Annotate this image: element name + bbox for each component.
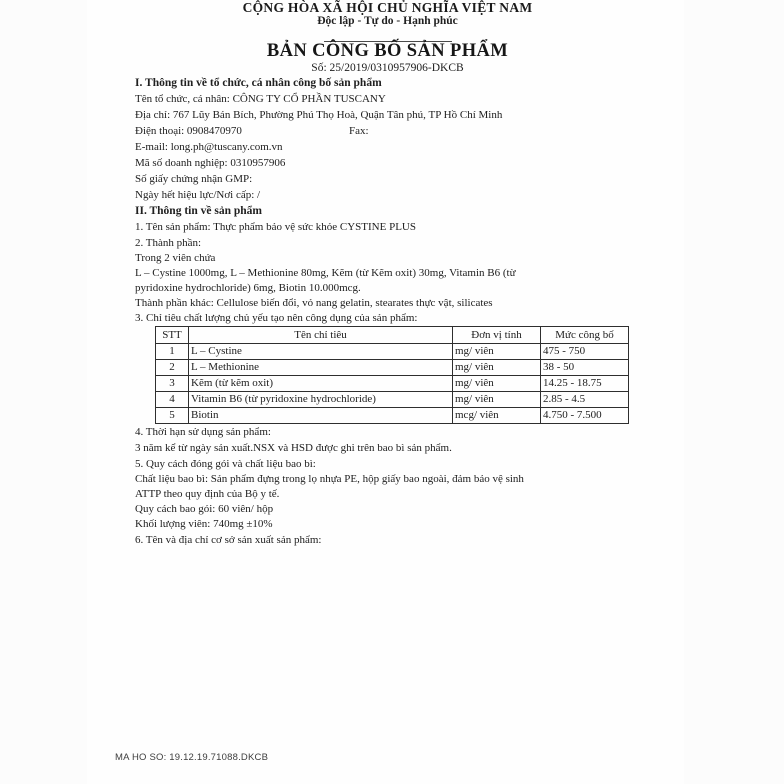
- org-name-line: Tên tổ chức, cá nhân: CÔNG TY CỔ PHẦN TUSCANY: [135, 93, 386, 105]
- gmp-cert-line: Số giấy chứng nhận GMP:: [135, 173, 253, 185]
- table-cell-stt: 4: [156, 392, 189, 408]
- section-2-heading: II. Thông tin về sản phẩm: [135, 205, 262, 217]
- table-cell-value: 4.750 - 7.500: [541, 408, 629, 424]
- table-cell-stt: 2: [156, 360, 189, 376]
- packaging-heading: 5. Quy cách đóng gói và chất liệu bao bì:: [135, 458, 316, 470]
- shelf-life-heading: 4. Thời hạn sử dụng sản phẩm:: [135, 426, 271, 438]
- email-line: E-mail: long.ph@tuscany.com.vn: [135, 141, 283, 153]
- composition-line-2: pyridoxine hydrochloride) 6mg, Biotin 10.000mcg.: [135, 282, 361, 294]
- table-cell-value: 475 - 750: [541, 344, 629, 360]
- document-number: Số: 25/2019/0310957906-DKCB: [311, 62, 464, 74]
- document-title: BẢN CÔNG BỐ SẢN PHẨM: [266, 41, 509, 61]
- table-header-row: [156, 327, 629, 344]
- packing-spec-line: Quy cách bao gói: 60 viên/ hộp: [135, 503, 274, 515]
- shelf-life-line: 3 năm kể từ ngày sản xuất.NSX và HSD được ghi trên bao bì sản phẩm.: [135, 442, 452, 454]
- table-cell-value: 2.85 - 4.5: [541, 392, 629, 408]
- quality-table: [155, 326, 629, 424]
- table-cell-name: L – Methionine: [189, 360, 453, 376]
- document-content: [87, 0, 684, 548]
- table-cell-unit: mcg/ viên: [453, 408, 541, 424]
- table-cell-name: L – Cystine: [189, 344, 453, 360]
- table-cell-name: Kẽm (từ kẽm oxit): [189, 376, 453, 392]
- address-line: Địa chỉ: 767 Lũy Bán Bích, Phường Phú Thọ Hoà, Quận Tân phú, TP Hồ Chí Minh: [135, 109, 503, 121]
- table-cell-stt: 3: [156, 376, 189, 392]
- expiry-line: Ngày hết hiệu lực/Nơi cấp: /: [135, 189, 261, 201]
- packaging-line-2: ATTP theo quy định của Bộ y tế.: [135, 488, 280, 500]
- per-serving-line: Trong 2 viên chứa: [135, 252, 216, 264]
- table-cell-name: Biotin: [189, 408, 453, 424]
- table-cell-unit: mg/ viên: [453, 392, 541, 408]
- table-cell-stt: 5: [156, 408, 189, 424]
- table-cell-unit: mg/ viên: [453, 344, 541, 360]
- composition-line-1: L – Cystine 1000mg, L – Methionine 80mg, Kẽm (từ Kẽm oxit) 30mg, Vitamin B6 (từ: [135, 267, 516, 279]
- national-title: CỘNG HÒA XÃ HỘI CHỦ NGHĨA VIỆT NAM: [242, 0, 533, 15]
- table-row: [156, 360, 629, 376]
- table-header-unit: Đơn vị tính: [453, 327, 541, 344]
- manufacturer-heading: 6. Tên và địa chỉ cơ sở sản xuất sản phẩm:: [135, 534, 322, 546]
- table-cell-name: Vitamin B6 (từ pyridoxine hydrochloride): [189, 392, 453, 408]
- phone-line: [135, 123, 640, 139]
- table-row: [156, 408, 629, 424]
- table-cell-stt: 1: [156, 344, 189, 360]
- national-motto: Độc lập - Tự do - Hạnh phúc: [317, 15, 458, 27]
- table-row: [156, 392, 629, 408]
- business-code-line: Mã số doanh nghiệp: 0310957906: [135, 157, 286, 169]
- table-row: [156, 344, 629, 360]
- table-cell-value: 14.25 - 18.75: [541, 376, 629, 392]
- quality-criteria-heading: 3. Chỉ tiêu chất lượng chủ yếu tạo nên công dụng của sản phẩm:: [135, 312, 418, 324]
- document-page: [87, 0, 684, 784]
- packaging-line-1: Chất liệu bao bì: Sản phẩm đựng trong lọ nhựa PE, hộp giấy bao ngoài, đảm bảo vệ sinh: [135, 473, 524, 485]
- table-header-name: Tên chỉ tiêu: [189, 327, 453, 344]
- pill-weight-line: Khối lượng viên: 740mg ±10%: [135, 518, 273, 530]
- section-1-heading: I. Thông tin về tổ chức, cá nhân công bố sản phẩm: [135, 77, 382, 89]
- phone-value: Điện thoại: 0908470970: [135, 125, 242, 137]
- product-name-line: 1. Tên sản phẩm: Thực phẩm bảo vệ sức khỏe CYSTINE PLUS: [135, 221, 416, 233]
- fax-label: Fax:: [349, 125, 369, 137]
- table-row: [156, 376, 629, 392]
- ingredients-heading: 2. Thành phần:: [135, 237, 202, 249]
- file-code-footer: MA HO SO: 19.12.19.71088.DKCB: [115, 752, 269, 763]
- table-header-value: Mức công bố: [541, 327, 629, 344]
- table-cell-unit: mg/ viên: [453, 360, 541, 376]
- table-cell-value: 38 - 50: [541, 360, 629, 376]
- table-cell-unit: mg/ viên: [453, 376, 541, 392]
- table-header-stt: STT: [156, 327, 189, 344]
- other-ingredients-line: Thành phần khác: Cellulose biến đổi, vỏ nang gelatin, stearates thực vật, silicates: [135, 297, 493, 309]
